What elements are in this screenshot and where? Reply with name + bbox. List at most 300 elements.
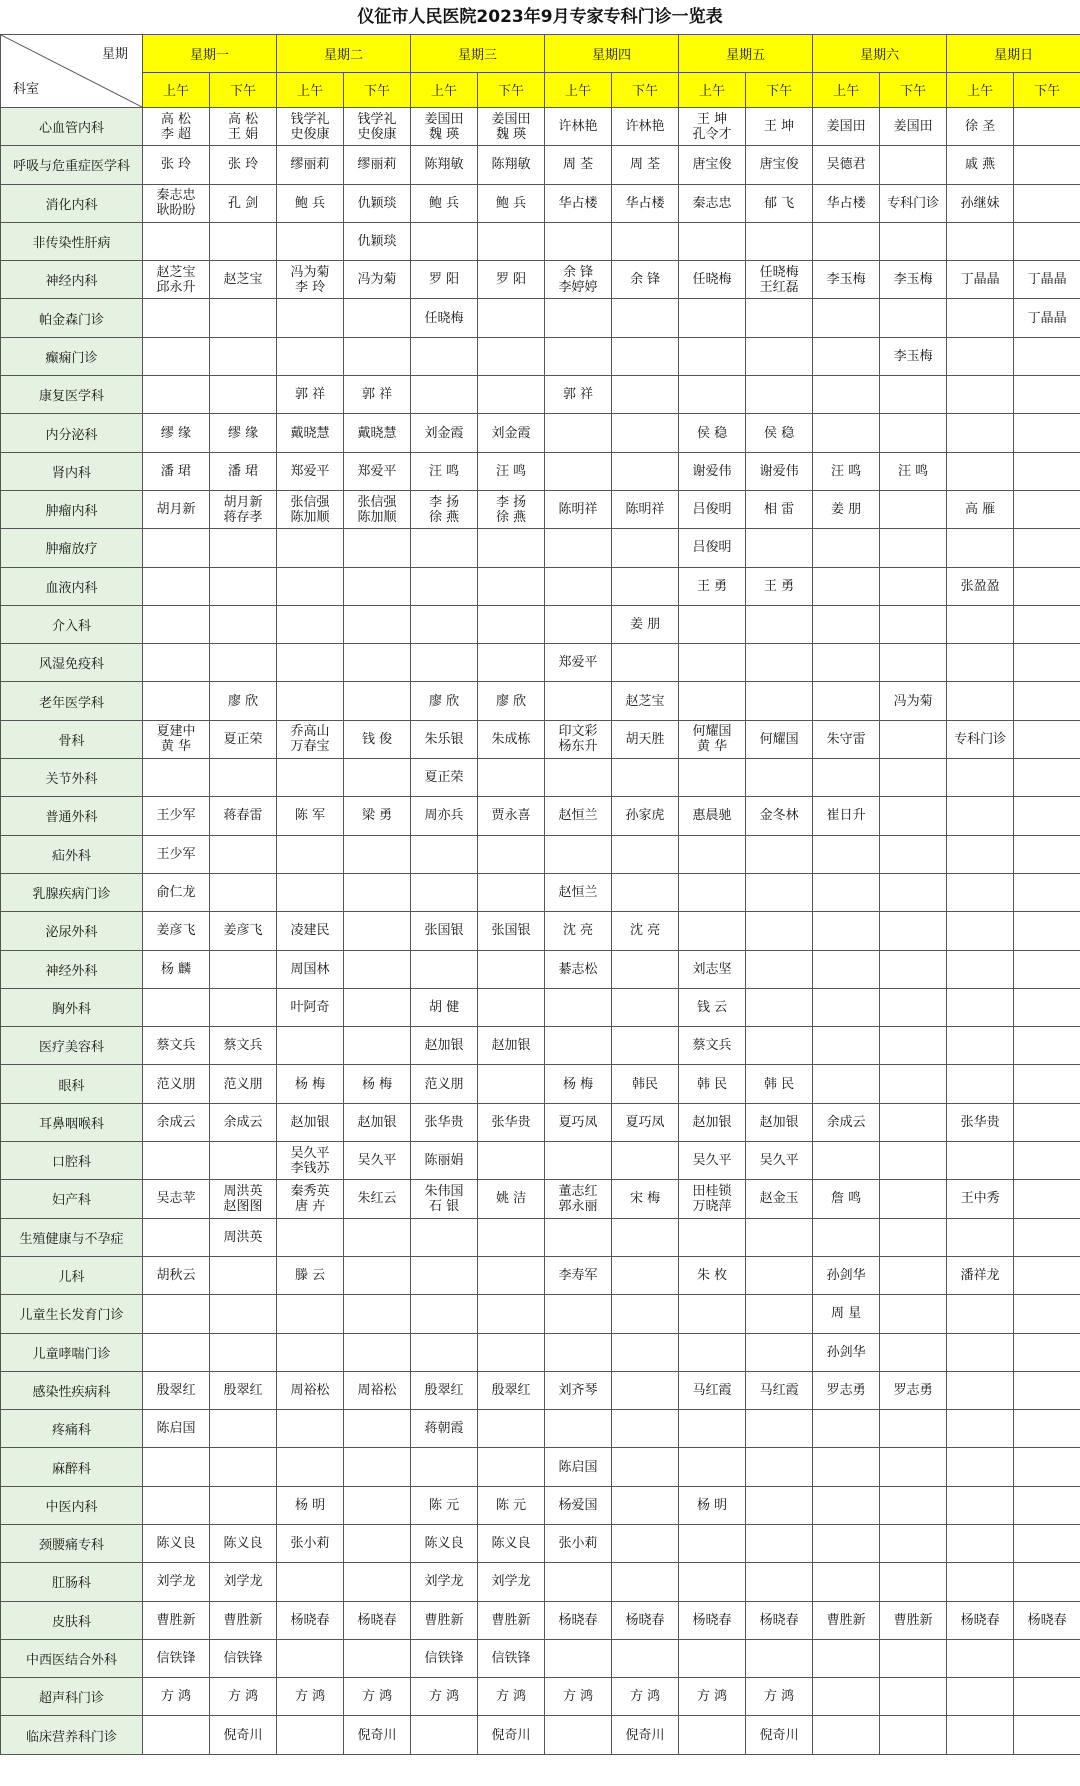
doctor-cell xyxy=(679,222,746,260)
doctor-cell: 孔 剑 xyxy=(210,184,277,222)
doctor-cell xyxy=(1014,1448,1080,1486)
table-row xyxy=(1,376,1080,414)
doctor-cell xyxy=(545,1639,612,1677)
doctor-cell: 汪 鸣 xyxy=(478,452,545,490)
doctor-cell xyxy=(813,1639,880,1677)
doctor-cell: 缪 缘 xyxy=(210,414,277,452)
doctor-cell: 胡月新 xyxy=(143,490,210,528)
doctor-cell xyxy=(1014,1180,1080,1218)
doctor-cell: 姜彦飞 xyxy=(210,912,277,950)
doctor-cell xyxy=(880,567,947,605)
department-name: 肿瘤放疗 xyxy=(1,529,143,567)
doctor-cell: 张盈盈 xyxy=(947,567,1014,605)
table-row xyxy=(1,1142,1080,1180)
doctor-cell: 范义朋 xyxy=(411,1065,478,1103)
doctor-cell xyxy=(813,1065,880,1103)
doctor-cell xyxy=(1014,759,1080,797)
doctor-cell xyxy=(612,759,679,797)
department-name: 乳腺疾病门诊 xyxy=(1,873,143,911)
doctor-cell: 鲍 兵 xyxy=(411,184,478,222)
doctor-cell xyxy=(344,1410,411,1448)
doctor-cell: 吴久平 李钱苏 xyxy=(277,1142,344,1180)
doctor-cell: 郑爱平 xyxy=(545,644,612,682)
doctor-cell: 专科门诊 xyxy=(947,720,1014,758)
doctor-cell: 杨 梅 xyxy=(344,1065,411,1103)
doctor-cell: 杨晓春 xyxy=(679,1601,746,1639)
doctor-cell xyxy=(880,1103,947,1141)
doctor-cell: 许林艳 xyxy=(612,108,679,146)
department-name: 神经内科 xyxy=(1,261,143,299)
doctor-cell xyxy=(143,1716,210,1754)
doctor-cell xyxy=(813,759,880,797)
doctor-cell xyxy=(478,950,545,988)
doctor-cell xyxy=(813,1678,880,1716)
doctor-cell xyxy=(277,1639,344,1677)
doctor-cell xyxy=(947,1486,1014,1524)
doctor-cell xyxy=(478,605,545,643)
doctor-cell xyxy=(344,988,411,1026)
doctor-cell: 方 鸿 xyxy=(277,1678,344,1716)
doctor-cell xyxy=(880,1448,947,1486)
doctor-cell xyxy=(679,1333,746,1371)
doctor-cell xyxy=(813,988,880,1026)
doctor-cell xyxy=(880,644,947,682)
doctor-cell xyxy=(1014,184,1080,222)
doctor-cell xyxy=(746,222,813,260)
doctor-cell xyxy=(813,222,880,260)
doctor-cell xyxy=(947,1065,1014,1103)
doctor-cell xyxy=(746,529,813,567)
doctor-cell xyxy=(210,1256,277,1294)
doctor-cell xyxy=(947,414,1014,452)
doctor-cell xyxy=(880,222,947,260)
table-row xyxy=(1,950,1080,988)
doctor-cell: 仇颖琰 xyxy=(344,184,411,222)
table-row xyxy=(1,490,1080,528)
doctor-cell xyxy=(880,1716,947,1754)
doctor-cell xyxy=(813,299,880,337)
week-axis-label: 星期 xyxy=(101,47,128,62)
doctor-cell xyxy=(344,873,411,911)
doctor-cell: 夏正荣 xyxy=(411,759,478,797)
doctor-cell: 刘齐琴 xyxy=(545,1371,612,1409)
doctor-cell xyxy=(143,988,210,1026)
doctor-cell: 华占楼 xyxy=(545,184,612,222)
doctor-cell xyxy=(143,529,210,567)
pm-header: 下午 xyxy=(1014,72,1080,108)
doctor-cell: 刘金霞 xyxy=(478,414,545,452)
doctor-cell xyxy=(344,1563,411,1601)
table-row xyxy=(1,759,1080,797)
doctor-cell: 朱红云 xyxy=(344,1180,411,1218)
doctor-cell: 谢爱伟 xyxy=(679,452,746,490)
doctor-cell xyxy=(1014,1295,1080,1333)
doctor-cell xyxy=(947,1027,1014,1065)
doctor-cell xyxy=(947,299,1014,337)
table-row xyxy=(1,184,1080,222)
doctor-cell xyxy=(679,873,746,911)
doctor-cell: 詹 鸣 xyxy=(813,1180,880,1218)
doctor-cell xyxy=(880,605,947,643)
doctor-cell xyxy=(612,1448,679,1486)
doctor-cell xyxy=(612,529,679,567)
doctor-cell: 方 鸿 xyxy=(210,1678,277,1716)
doctor-cell xyxy=(478,222,545,260)
doctor-cell: 方 鸿 xyxy=(143,1678,210,1716)
doctor-cell: 任晓梅 王红磊 xyxy=(746,261,813,299)
doctor-cell: 刘学龙 xyxy=(411,1563,478,1601)
department-name: 血液内科 xyxy=(1,567,143,605)
doctor-cell xyxy=(545,835,612,873)
doctor-cell xyxy=(210,529,277,567)
doctor-cell: 陈 元 xyxy=(478,1486,545,1524)
doctor-cell xyxy=(210,605,277,643)
table-row xyxy=(1,337,1080,375)
doctor-cell xyxy=(545,605,612,643)
doctor-cell: 何耀国 黄 华 xyxy=(679,720,746,758)
doctor-cell xyxy=(411,1256,478,1294)
doctor-cell xyxy=(612,1639,679,1677)
doctor-cell: 陈明祥 xyxy=(545,490,612,528)
department-name: 呼吸与危重症医学科 xyxy=(1,146,143,184)
doctor-cell xyxy=(277,1410,344,1448)
doctor-cell xyxy=(143,299,210,337)
doctor-cell xyxy=(277,835,344,873)
doctor-cell xyxy=(277,299,344,337)
doctor-cell xyxy=(947,1563,1014,1601)
doctor-cell xyxy=(545,414,612,452)
doctor-cell xyxy=(746,1639,813,1677)
doctor-cell: 周裕松 xyxy=(344,1371,411,1409)
doctor-cell xyxy=(1014,1524,1080,1562)
doctor-cell: 陈翔敏 xyxy=(411,146,478,184)
doctor-cell xyxy=(143,1142,210,1180)
department-name: 耳鼻咽喉科 xyxy=(1,1103,143,1141)
doctor-cell xyxy=(679,1218,746,1256)
doctor-cell: 华占楼 xyxy=(612,184,679,222)
doctor-cell xyxy=(880,1142,947,1180)
table-row xyxy=(1,797,1080,835)
doctor-cell: 许林艳 xyxy=(545,108,612,146)
department-name: 颈腰痛专科 xyxy=(1,1524,143,1562)
doctor-cell xyxy=(277,682,344,720)
doctor-cell xyxy=(545,529,612,567)
doctor-cell xyxy=(679,835,746,873)
doctor-cell xyxy=(277,605,344,643)
doctor-cell: 唐宝俊 xyxy=(746,146,813,184)
doctor-cell xyxy=(478,567,545,605)
doctor-cell xyxy=(947,1678,1014,1716)
doctor-cell: 钱 云 xyxy=(679,988,746,1026)
table-row xyxy=(1,1103,1080,1141)
doctor-cell: 金冬林 xyxy=(746,797,813,835)
department-name: 超声科门诊 xyxy=(1,1678,143,1716)
doctor-cell xyxy=(612,1410,679,1448)
department-name: 风湿免疫科 xyxy=(1,644,143,682)
doctor-cell: 张 玲 xyxy=(210,146,277,184)
doctor-cell xyxy=(612,1563,679,1601)
doctor-cell xyxy=(947,1410,1014,1448)
doctor-cell xyxy=(880,299,947,337)
doctor-cell: 夏巧凤 xyxy=(545,1103,612,1141)
doctor-cell: 胡 健 xyxy=(411,988,478,1026)
department-name: 儿童生长发育门诊 xyxy=(1,1295,143,1333)
doctor-cell: 罗 阳 xyxy=(478,261,545,299)
doctor-cell: 何耀国 xyxy=(746,720,813,758)
doctor-cell xyxy=(612,835,679,873)
doctor-cell: 李寿军 xyxy=(545,1256,612,1294)
doctor-cell xyxy=(679,1448,746,1486)
table-row xyxy=(1,414,1080,452)
doctor-cell: 王少军 xyxy=(143,797,210,835)
doctor-cell: 丁晶晶 xyxy=(1014,261,1080,299)
doctor-cell: 孙剑华 xyxy=(813,1333,880,1371)
doctor-cell xyxy=(947,605,1014,643)
doctor-cell xyxy=(1014,1256,1080,1294)
doctor-cell: 李 扬 徐 燕 xyxy=(411,490,478,528)
doctor-cell: 周国林 xyxy=(277,950,344,988)
doctor-cell xyxy=(1014,1639,1080,1677)
doctor-cell: 专科门诊 xyxy=(880,184,947,222)
doctor-cell: 马红霞 xyxy=(746,1371,813,1409)
department-name: 关节外科 xyxy=(1,759,143,797)
doctor-cell xyxy=(813,1410,880,1448)
doctor-cell xyxy=(947,376,1014,414)
doctor-cell xyxy=(612,1218,679,1256)
doctor-cell xyxy=(1014,1410,1080,1448)
doctor-cell xyxy=(277,759,344,797)
doctor-cell: 倪奇川 xyxy=(746,1716,813,1754)
doctor-cell: 廖 欣 xyxy=(478,682,545,720)
doctor-cell: 李玉梅 xyxy=(880,337,947,375)
doctor-cell: 冯为菊 xyxy=(880,682,947,720)
doctor-cell xyxy=(612,1256,679,1294)
doctor-cell xyxy=(880,376,947,414)
doctor-cell xyxy=(344,1218,411,1256)
doctor-cell xyxy=(746,912,813,950)
doctor-cell xyxy=(478,1065,545,1103)
doctor-cell xyxy=(880,1486,947,1524)
doctor-cell xyxy=(411,222,478,260)
doctor-cell xyxy=(612,1486,679,1524)
doctor-cell: 信铁锋 xyxy=(143,1639,210,1677)
doctor-cell xyxy=(880,912,947,950)
doctor-cell xyxy=(746,1563,813,1601)
doctor-cell xyxy=(478,529,545,567)
doctor-cell: 汪 鸣 xyxy=(813,452,880,490)
doctor-cell xyxy=(947,1716,1014,1754)
doctor-cell xyxy=(612,988,679,1026)
department-name: 康复医学科 xyxy=(1,376,143,414)
table-row xyxy=(1,1639,1080,1677)
department-name: 胸外科 xyxy=(1,988,143,1026)
doctor-cell xyxy=(612,1295,679,1333)
doctor-cell: 李 扬 徐 燕 xyxy=(478,490,545,528)
doctor-cell xyxy=(545,1027,612,1065)
doctor-cell xyxy=(545,567,612,605)
doctor-cell: 余成云 xyxy=(813,1103,880,1141)
doctor-cell xyxy=(1014,376,1080,414)
doctor-cell: 丁晶晶 xyxy=(1014,299,1080,337)
doctor-cell: 赵加银 xyxy=(344,1103,411,1141)
am-header: 上午 xyxy=(143,72,210,108)
doctor-cell xyxy=(277,529,344,567)
doctor-cell xyxy=(746,644,813,682)
department-name: 妇产科 xyxy=(1,1180,143,1218)
doctor-cell xyxy=(344,1639,411,1677)
department-name: 普通外科 xyxy=(1,797,143,835)
doctor-cell xyxy=(478,1295,545,1333)
table-row xyxy=(1,108,1080,146)
doctor-cell xyxy=(1014,682,1080,720)
doctor-cell xyxy=(612,1371,679,1409)
table-row xyxy=(1,1333,1080,1371)
schedule-table xyxy=(0,34,1080,1755)
doctor-cell xyxy=(478,1256,545,1294)
doctor-cell: 赵金玉 xyxy=(746,1180,813,1218)
department-name: 非传染性肝病 xyxy=(1,222,143,260)
doctor-cell: 张 玲 xyxy=(143,146,210,184)
doctor-cell xyxy=(344,835,411,873)
doctor-cell xyxy=(210,1333,277,1371)
doctor-cell: 潘祥龙 xyxy=(947,1256,1014,1294)
page-title: 仪征市人民医院2023年9月专家专科门诊一览表 xyxy=(357,7,723,27)
doctor-cell: 陈义良 xyxy=(411,1524,478,1562)
doctor-cell: 惠晨驰 xyxy=(679,797,746,835)
doctor-cell xyxy=(746,873,813,911)
doctor-cell xyxy=(880,1065,947,1103)
doctor-cell: 周 星 xyxy=(813,1295,880,1333)
doctor-cell xyxy=(143,376,210,414)
doctor-cell xyxy=(344,1524,411,1562)
doctor-cell xyxy=(344,529,411,567)
doctor-cell xyxy=(1014,529,1080,567)
day-header: 星期五 xyxy=(679,35,813,73)
doctor-cell: 陈丽娟 xyxy=(411,1142,478,1180)
doctor-cell: 蔡文兵 xyxy=(679,1027,746,1065)
doctor-cell xyxy=(411,605,478,643)
doctor-cell xyxy=(1014,912,1080,950)
doctor-cell xyxy=(277,873,344,911)
doctor-cell xyxy=(1014,605,1080,643)
doctor-cell: 任晓梅 xyxy=(411,299,478,337)
doctor-cell xyxy=(679,376,746,414)
doctor-cell xyxy=(478,1333,545,1371)
doctor-cell: 钱学礼 史俊康 xyxy=(344,108,411,146)
doctor-cell: 戚 燕 xyxy=(947,146,1014,184)
doctor-cell xyxy=(277,222,344,260)
doctor-cell: 王 勇 xyxy=(679,567,746,605)
doctor-cell: 范义朋 xyxy=(210,1065,277,1103)
doctor-cell xyxy=(813,1524,880,1562)
doctor-cell xyxy=(344,644,411,682)
doctor-cell: 杨晓春 xyxy=(947,1601,1014,1639)
department-name: 麻醉科 xyxy=(1,1448,143,1486)
doctor-cell: 赵加银 xyxy=(411,1027,478,1065)
doctor-cell: 曹胜新 xyxy=(210,1601,277,1639)
doctor-cell: 陈义良 xyxy=(478,1524,545,1562)
doctor-cell xyxy=(143,567,210,605)
doctor-cell xyxy=(1014,1486,1080,1524)
doctor-cell xyxy=(880,988,947,1026)
doctor-cell xyxy=(143,222,210,260)
doctor-cell xyxy=(210,644,277,682)
doctor-cell xyxy=(813,912,880,950)
doctor-cell xyxy=(411,529,478,567)
doctor-cell xyxy=(1014,414,1080,452)
doctor-cell xyxy=(545,682,612,720)
doctor-cell: 杨晓春 xyxy=(545,1601,612,1639)
doctor-cell xyxy=(880,1027,947,1065)
doctor-cell: 侯 稳 xyxy=(746,414,813,452)
doctor-cell xyxy=(880,797,947,835)
table-row xyxy=(1,1486,1080,1524)
doctor-cell xyxy=(344,950,411,988)
doctor-cell xyxy=(344,299,411,337)
doctor-cell xyxy=(478,1448,545,1486)
table-row xyxy=(1,1678,1080,1716)
doctor-cell xyxy=(679,1716,746,1754)
doctor-cell xyxy=(1014,1716,1080,1754)
doctor-cell: 吴德君 xyxy=(813,146,880,184)
department-name: 医疗美容科 xyxy=(1,1027,143,1065)
doctor-cell: 唐宝俊 xyxy=(679,146,746,184)
doctor-cell xyxy=(947,337,1014,375)
doctor-cell xyxy=(880,950,947,988)
doctor-cell xyxy=(813,414,880,452)
doctor-cell xyxy=(880,1639,947,1677)
doctor-cell xyxy=(545,1410,612,1448)
doctor-cell xyxy=(746,376,813,414)
doctor-cell: 姜彦飞 xyxy=(143,912,210,950)
doctor-cell xyxy=(746,1218,813,1256)
doctor-cell xyxy=(1014,222,1080,260)
doctor-cell: 郁 飞 xyxy=(746,184,813,222)
doctor-cell xyxy=(746,950,813,988)
doctor-cell: 余 锋 xyxy=(612,261,679,299)
doctor-cell xyxy=(411,1295,478,1333)
doctor-cell xyxy=(813,1563,880,1601)
doctor-cell: 陈启国 xyxy=(545,1448,612,1486)
table-row xyxy=(1,912,1080,950)
doctor-cell xyxy=(1014,1563,1080,1601)
doctor-cell xyxy=(143,1295,210,1333)
doctor-cell: 周 荃 xyxy=(612,146,679,184)
doctor-cell xyxy=(478,1218,545,1256)
doctor-cell xyxy=(947,1371,1014,1409)
doctor-cell xyxy=(1014,1371,1080,1409)
doctor-cell: 杨晓春 xyxy=(277,1601,344,1639)
doctor-cell: 罗志勇 xyxy=(880,1371,947,1409)
doctor-cell xyxy=(1014,1142,1080,1180)
doctor-cell xyxy=(679,644,746,682)
am-header: 上午 xyxy=(411,72,478,108)
doctor-cell xyxy=(411,337,478,375)
table-row xyxy=(1,299,1080,337)
department-name: 疼痛科 xyxy=(1,1410,143,1448)
doctor-cell xyxy=(947,452,1014,490)
doctor-cell xyxy=(344,567,411,605)
doctor-cell: 朱 枚 xyxy=(679,1256,746,1294)
table-row xyxy=(1,644,1080,682)
doctor-cell xyxy=(143,1486,210,1524)
doctor-cell xyxy=(612,1524,679,1562)
doctor-cell: 潘 珺 xyxy=(143,452,210,490)
doctor-cell: 高 松 王 娟 xyxy=(210,108,277,146)
doctor-cell: 信铁锋 xyxy=(478,1639,545,1677)
table-row xyxy=(1,605,1080,643)
doctor-cell xyxy=(1014,644,1080,682)
